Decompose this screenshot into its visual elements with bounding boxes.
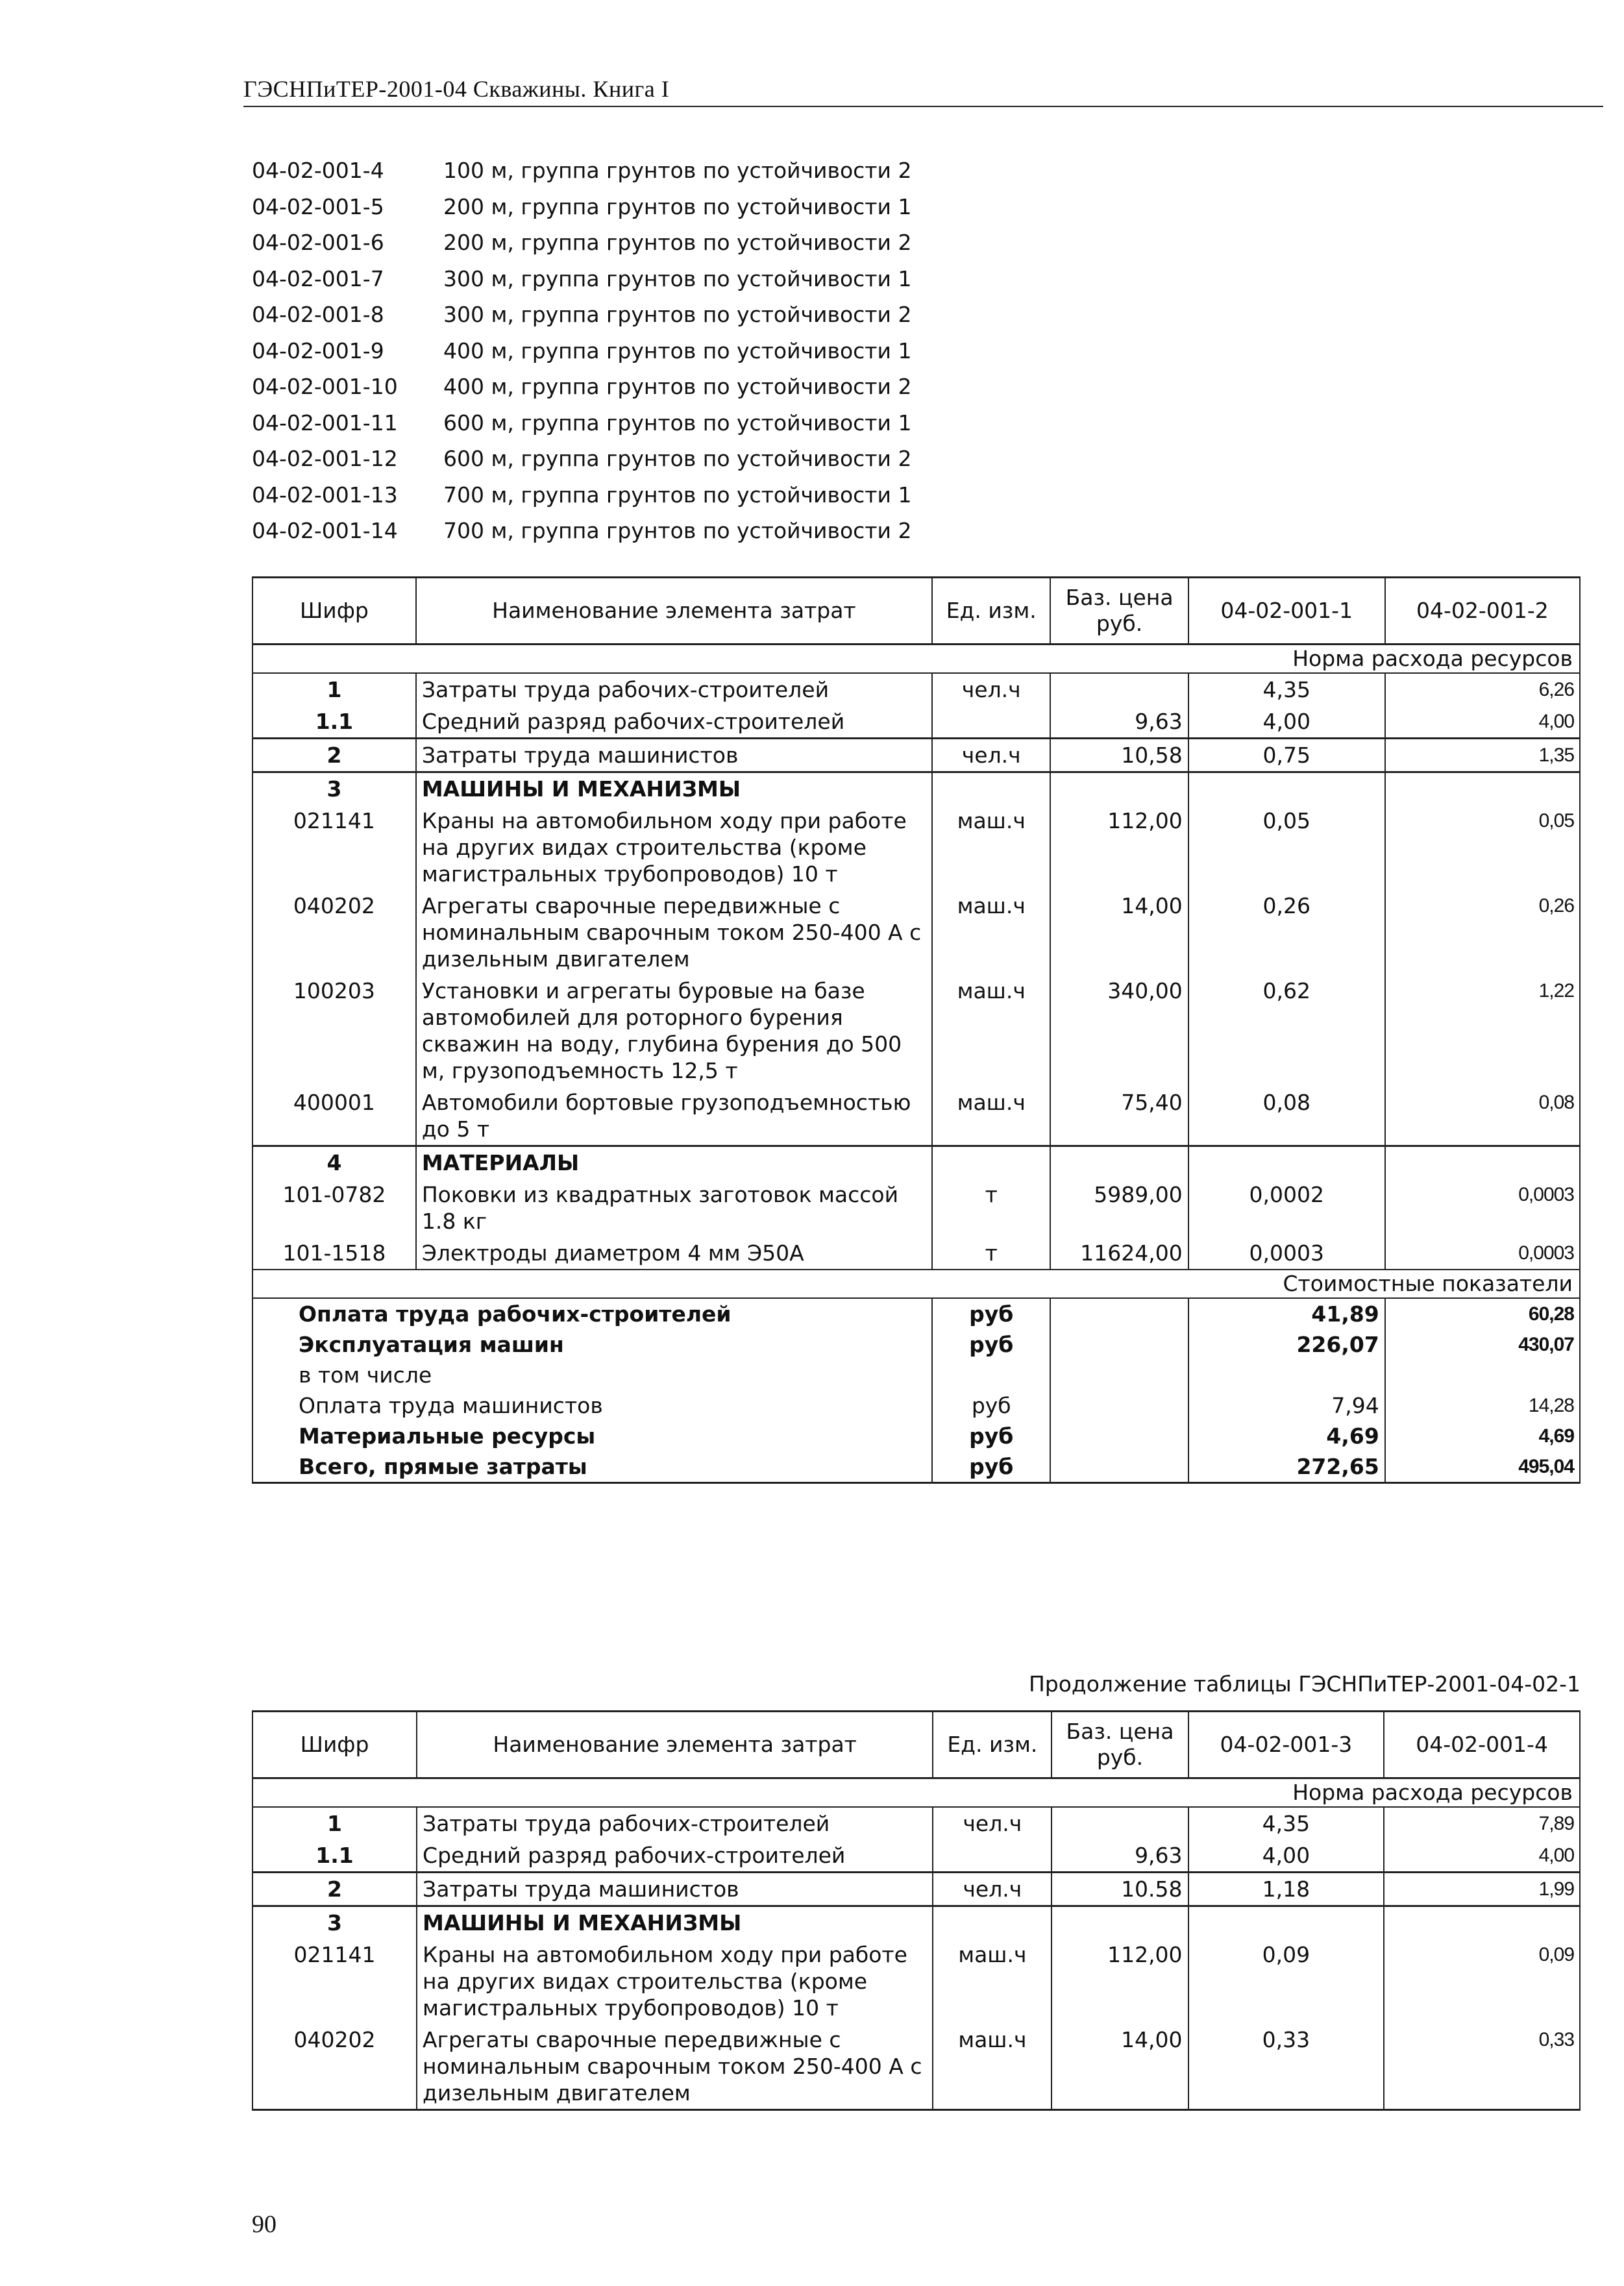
header-name: Наименование элемента затрат [417,1712,933,1778]
row-value-b: 0,08 [1385,1087,1580,1146]
table-row [252,2024,1580,2110]
row-price [1050,1146,1188,1179]
table-header-row [252,578,1580,645]
row-value-a: 0,62 [1188,975,1385,1087]
row-cipher: 2 [252,739,416,772]
code-list-item [252,477,1161,513]
row-unit: чел.ч [933,1807,1052,1839]
row-value-a: 0,09 [1188,1939,1384,2024]
section-norm-row [252,645,1580,674]
code-list-item [252,333,1161,369]
row-name: Агрегаты сварочные передвижные с номинальным сварочным током 250-400 А с дизельным двигателем [416,890,932,975]
section-norm-label: Норма расхода ресурсов [252,1778,1580,1808]
row-price [1052,1807,1188,1839]
row-price: 5989,00 [1050,1179,1188,1237]
row-price [1050,673,1188,706]
row-cipher: 021141 [252,805,416,890]
row-value-a: 4,00 [1188,1839,1384,1873]
code-list-description: 300 м, группа грунтов по устойчивости 1 [443,265,912,291]
row-cipher: 2 [252,1873,417,1906]
code-list-item [252,513,1161,549]
row-unit: т [932,1237,1051,1270]
code-list [252,153,1161,549]
code-list-cipher: 04-02-001-9 [252,338,384,363]
resource-table [252,1710,1581,2111]
row-name: Затраты труда машинистов [416,739,932,772]
table-row [252,706,1580,739]
cost-price [1050,1360,1188,1390]
norm-table-2 [252,1671,1581,2142]
code-list-item [252,225,1161,261]
row-name: МАШИНЫ И МЕХАНИЗМЫ [416,772,932,805]
row-value-b: 0,05 [1385,805,1580,890]
cost-price [1050,1298,1188,1329]
table-row [252,772,1580,805]
cost-row [252,1329,1580,1360]
table-continuation-caption: Продолжение таблицы ГЭСНПиТЕР-2001-04-02-1 [1028,1671,1581,1697]
code-list-description: 200 м, группа грунтов по устойчивости 1 [443,193,912,219]
resource-table [252,576,1581,1484]
row-price: 112,00 [1050,805,1188,890]
cost-unit [932,1360,1051,1390]
row-name: МАТЕРИАЛЫ [416,1146,932,1179]
cost-row [252,1421,1580,1451]
header-unit: Ед. изм. [932,578,1051,645]
code-list-item [252,189,1161,225]
code-list-item [252,153,1161,189]
row-unit: маш.ч [932,1087,1051,1146]
row-cipher: 1 [252,1807,417,1839]
code-list-description: 700 м, группа грунтов по устойчивости 2 [443,518,912,544]
cost-value-b: 14,28 [1385,1390,1580,1421]
row-name: Краны на автомобильном ходу при работе на других видах строительства (кроме магистральных трубопроводов) 10 т [417,1939,933,2024]
row-cipher: 4 [252,1146,416,1179]
row-value-a [1188,1146,1385,1179]
row-name: Электроды диаметром 4 мм Э50А [416,1237,932,1270]
code-list-description: 700 м, группа грунтов по устойчивости 1 [443,482,912,508]
cost-unit: руб [932,1390,1051,1421]
row-value-a: 0,26 [1188,890,1385,975]
cost-value-b: 4,69 [1385,1421,1580,1451]
code-list-description: 100 м, группа грунтов по устойчивости 2 [443,158,912,184]
code-list-cipher: 04-02-001-14 [252,518,398,544]
row-value-a: 0,08 [1188,1087,1385,1146]
row-cipher: 021141 [252,1939,417,2024]
cost-value-b: 60,28 [1385,1298,1580,1329]
cost-row [252,1451,1580,1483]
cost-label: Эксплуатация машин [252,1329,932,1360]
row-value-a: 4,00 [1188,706,1385,739]
row-price: 340,00 [1050,975,1188,1087]
row-name: Затраты труда машинистов [417,1873,933,1906]
section-norm-row [252,1778,1580,1808]
row-cipher: 3 [252,772,416,805]
cost-price [1050,1451,1188,1483]
table-row [252,975,1580,1087]
code-list-description: 400 м, группа грунтов по устойчивости 1 [443,338,912,363]
row-price [1052,1906,1188,1939]
header-price: Баз. цена руб. [1052,1712,1188,1778]
table-row [252,1939,1580,2024]
row-value-a: 1,18 [1188,1873,1384,1906]
code-list-cipher: 04-02-001-10 [252,374,398,400]
row-value-b [1384,1906,1580,1939]
cost-label: Материальные ресурсы [252,1421,932,1451]
code-list-cipher: 04-02-001-6 [252,230,384,256]
code-list-description: 400 м, группа грунтов по устойчивости 2 [443,374,912,400]
row-price: 10.58 [1052,1873,1188,1906]
row-value-b: 0,26 [1385,890,1580,975]
cost-value-a: 41,89 [1188,1298,1385,1329]
row-name: Затраты труда рабочих-строителей [416,673,932,706]
row-unit [932,1146,1051,1179]
table-row [252,673,1580,706]
row-cipher: 1 [252,673,416,706]
cost-value-a: 4,69 [1188,1421,1385,1451]
row-cipher: 101-0782 [252,1179,416,1237]
table-row [252,1873,1580,1906]
table-row [252,1807,1580,1839]
row-value-a: 0,0003 [1188,1237,1385,1270]
row-value-b: 0,09 [1384,1939,1580,2024]
row-price: 75,40 [1050,1087,1188,1146]
row-value-b: 1,99 [1384,1873,1580,1906]
row-cipher: 101-1518 [252,1237,416,1270]
row-name: Средний разряд рабочих-строителей [417,1839,933,1873]
norm-table-1 [252,571,1581,1608]
row-price: 9,63 [1052,1839,1188,1873]
row-price: 10,58 [1050,739,1188,772]
row-value-a: 4,35 [1188,673,1385,706]
cost-row [252,1390,1580,1421]
row-price: 14,00 [1052,2024,1188,2110]
table-row [252,1179,1580,1237]
row-value-b: 1,35 [1385,739,1580,772]
cost-value-a: 226,07 [1188,1329,1385,1360]
code-list-description: 200 м, группа грунтов по устойчивости 2 [443,230,912,256]
row-value-b: 4,00 [1385,706,1580,739]
row-price: 11624,00 [1050,1237,1188,1270]
header-col-a: 04-02-001-3 [1188,1712,1384,1778]
row-value-b: 0,33 [1384,2024,1580,2110]
row-cipher: 400001 [252,1087,416,1146]
cost-row [252,1360,1580,1390]
cost-label: в том числе [252,1360,932,1390]
row-unit: маш.ч [932,805,1051,890]
header-price: Баз. цена руб. [1050,578,1188,645]
row-unit [933,1839,1052,1873]
row-unit: маш.ч [932,975,1051,1087]
table-row [252,1906,1580,1939]
row-price: 112,00 [1052,1939,1188,2024]
cost-value-b: 430,07 [1385,1329,1580,1360]
cost-unit: руб [932,1298,1051,1329]
cost-value-a: 7,94 [1188,1390,1385,1421]
cost-row [252,1298,1580,1329]
row-unit: чел.ч [933,1873,1052,1906]
row-price [1050,772,1188,805]
row-value-a [1188,1906,1384,1939]
cost-label: Оплата труда рабочих-строителей [252,1298,932,1329]
code-list-item [252,441,1161,477]
row-unit: маш.ч [933,2024,1052,2110]
row-cipher: 1.1 [252,1839,417,1873]
header-name: Наименование элемента затрат [416,578,932,645]
table-row [252,1839,1580,1873]
code-list-cipher: 04-02-001-5 [252,193,384,219]
row-name: Агрегаты сварочные передвижные с номинальным сварочным током 250-400 А с дизельным двигателем [417,2024,933,2110]
cost-unit: руб [932,1451,1051,1483]
header-cipher: Шифр [252,1712,417,1778]
code-list-item [252,369,1161,405]
code-list-description: 600 м, группа грунтов по устойчивости 1 [443,410,912,436]
code-list-cipher: 04-02-001-11 [252,410,398,436]
row-unit [932,706,1051,739]
table-row [252,1237,1580,1270]
row-name: Поковки из квадратных заготовок массой 1.8 кг [416,1179,932,1237]
cost-value-b [1385,1360,1580,1390]
page-number: 90 [252,2211,277,2238]
row-cipher: 3 [252,1906,417,1939]
code-list-description: 300 м, группа грунтов по устойчивости 2 [443,302,912,328]
row-value-b [1385,1146,1580,1179]
header-col-b: 04-02-001-4 [1384,1712,1580,1778]
row-unit [932,772,1051,805]
code-list-item [252,297,1161,333]
row-cipher: 100203 [252,975,416,1087]
row-unit: маш.ч [932,890,1051,975]
table-row [252,890,1580,975]
row-value-b: 7,89 [1384,1807,1580,1839]
row-name: Установки и агрегаты буровые на базе автомобилей для роторного бурения скважин на воду, глубина бурения до 500 м, грузоподъемность 12,5 т [416,975,932,1087]
row-value-b: 1,22 [1385,975,1580,1087]
cost-value-a: 272,65 [1188,1451,1385,1483]
header-cipher: Шифр [252,578,416,645]
row-name: Затраты труда рабочих-строителей [417,1807,933,1839]
section-cost-row [252,1270,1580,1298]
section-cost-label: Стоимостные показатели [252,1270,1580,1298]
row-cipher: 1.1 [252,706,416,739]
code-list-description: 600 м, группа грунтов по устойчивости 2 [443,446,912,472]
row-name: Средний разряд рабочих-строителей [416,706,932,739]
table-row [252,1087,1580,1146]
cost-unit: руб [932,1421,1051,1451]
cost-price [1050,1421,1188,1451]
code-list-cipher: 04-02-001-13 [252,482,398,508]
row-unit: маш.ч [933,1939,1052,2024]
row-value-b: 6,26 [1385,673,1580,706]
cost-price [1050,1329,1188,1360]
header-rule [243,106,1603,107]
row-unit [933,1906,1052,1939]
header-col-b: 04-02-001-2 [1385,578,1580,645]
cost-label: Всего, прямые затраты [252,1451,932,1483]
header-unit: Ед. изм. [933,1712,1052,1778]
header-col-a: 04-02-001-1 [1188,578,1385,645]
row-value-b: 0,0003 [1385,1237,1580,1270]
code-list-item [252,261,1161,297]
row-name: Краны на автомобильном ходу при работе на других видах строительства (кроме магистральных трубопроводов) 10 т [416,805,932,890]
row-value-b [1385,772,1580,805]
page-header-title: ГЭСНПиТЕР-2001-04 Скважины. Книга I [243,76,670,102]
row-unit: т [932,1179,1051,1237]
row-price: 14,00 [1050,890,1188,975]
cost-value-a [1188,1360,1385,1390]
row-value-b: 4,00 [1384,1839,1580,1873]
cost-price [1050,1390,1188,1421]
code-list-cipher: 04-02-001-12 [252,446,398,472]
code-list-cipher: 04-02-001-7 [252,265,384,291]
table-row [252,805,1580,890]
row-value-a [1188,772,1385,805]
row-price: 9,63 [1050,706,1188,739]
table-row [252,739,1580,772]
row-value-a: 0,0002 [1188,1179,1385,1237]
row-value-a: 0,75 [1188,739,1385,772]
row-value-a: 0,33 [1188,2024,1384,2110]
table-row [252,1146,1580,1179]
code-list-cipher: 04-02-001-8 [252,302,384,328]
row-unit: чел.ч [932,673,1051,706]
row-value-a: 4,35 [1188,1807,1384,1839]
cost-unit: руб [932,1329,1051,1360]
row-name: МАШИНЫ И МЕХАНИЗМЫ [417,1906,933,1939]
cost-label: Оплата труда машинистов [252,1390,932,1421]
row-value-a: 0,05 [1188,805,1385,890]
code-list-cipher: 04-02-001-4 [252,158,384,184]
row-cipher: 040202 [252,2024,417,2110]
row-unit: чел.ч [932,739,1051,772]
row-name: Автомобили бортовые грузоподъемностью до 5 т [416,1087,932,1146]
row-cipher: 040202 [252,890,416,975]
code-list-item [252,405,1161,441]
section-norm-label: Норма расхода ресурсов [252,645,1580,674]
cost-value-b: 495,04 [1385,1451,1580,1483]
table-header-row [252,1712,1580,1778]
row-value-b: 0,0003 [1385,1179,1580,1237]
